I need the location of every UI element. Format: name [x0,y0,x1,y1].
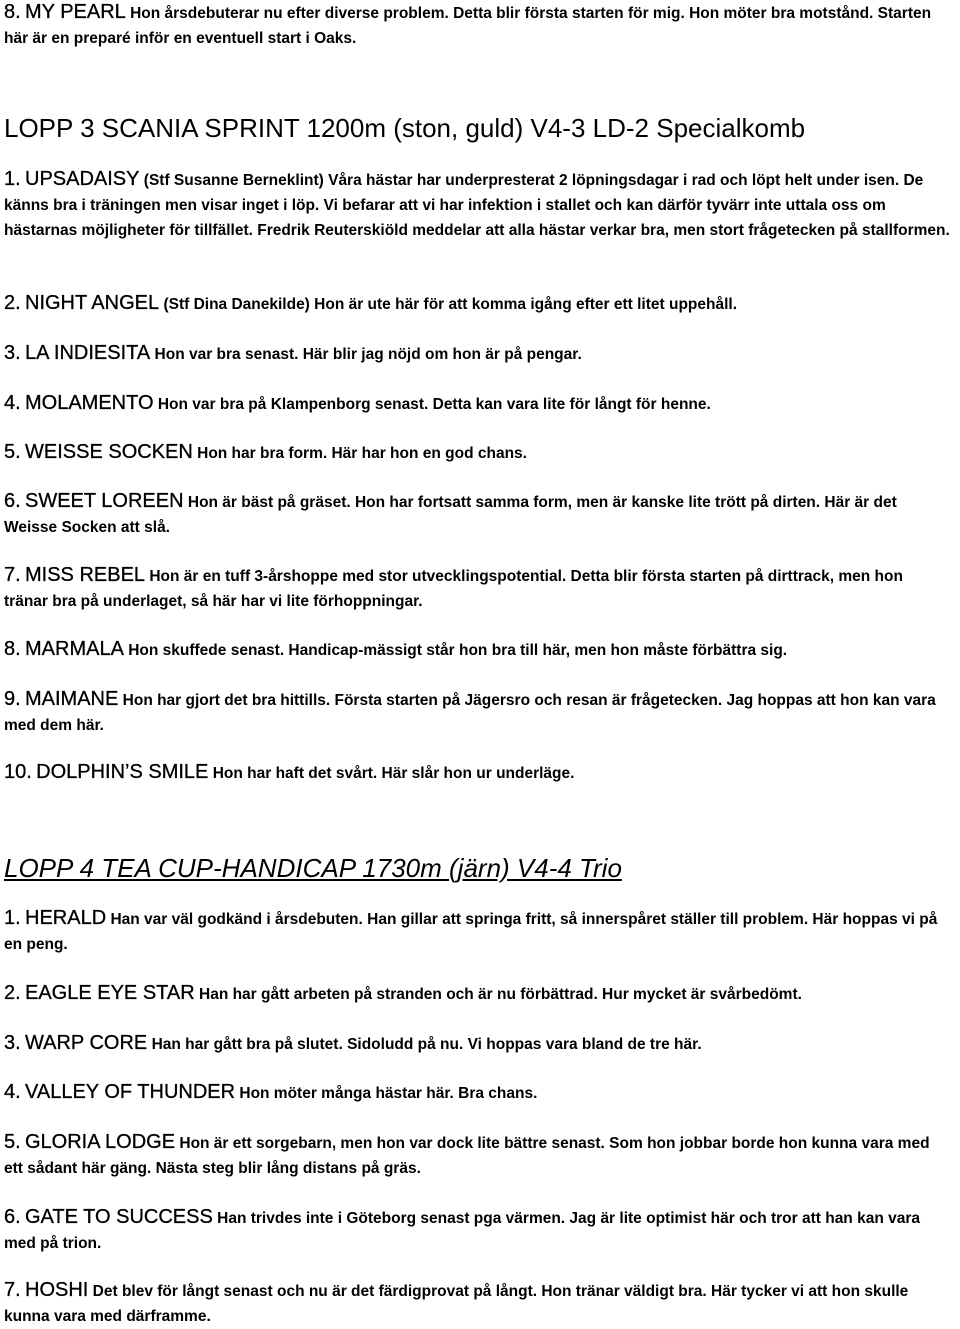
horse-entry [4,341,950,367]
entry-number: 2. [4,982,21,1004]
horse-comment: Han har gått bra på slutet. Sidoludd på nu. Vi hoppas vara bland de tre här. [151,1036,702,1053]
horse-comment: Hon har gjort det bra hittills. Första starten på Jägersro och resan är frågetecken. Jag hoppas att hon kan vara med dem här. [4,692,936,734]
entry-number: 7. [4,564,21,586]
horse-entry [4,391,950,417]
horse-comment: Hon var bra senast. Här blir jag nöjd om hon är på pengar. [154,346,582,363]
horse-name: MARMALA [25,638,124,660]
horse-name: SWEET LOREEN [25,490,184,512]
horse-name: WARP CORE [25,1032,148,1054]
horse-comment: Hon möter många hästar här. Bra chans. [239,1085,538,1102]
entry-number: 1. [4,168,21,190]
horse-name: LA INDIESITA [25,342,151,364]
horse-entry [4,1205,950,1256]
horse-name: GLORIA LODGE [25,1131,176,1153]
entry-number: 5. [4,441,21,463]
entry-number: 10. [4,761,32,783]
horse-entry [4,563,950,614]
entry-number: 6. [4,1206,21,1228]
entry-number: 5. [4,1131,21,1153]
horse-entry [4,687,950,738]
horse-entry [4,637,950,663]
horse-name: VALLEY OF THUNDER [25,1081,236,1103]
horse-entry [4,167,950,243]
horse-name: EAGLE EYE STAR [25,982,195,1004]
horse-comment: Hon skuffede senast. Handicap-mässigt står hon bra till här, men hon måste förbättra sig. [128,642,788,659]
horse-name: MOLAMENTO [25,392,154,414]
horse-comment: Hon är ett sorgebarn, men hon var dock lite bättre senast. Som hon jobbar borde hon kunna vara med ett sådant här gäng. Nästa steg blir lång distans på gräs. [4,1135,930,1177]
horse-comment: (Stf Susanne Berneklint) Våra hästar har underpresterat 2 löpningsdagar i rad och löpt helt under isen. De känns bra i träningen men visar inget i löp. Vi befarar att vi har infektion i stallet och kan därför tyvärr inte uttala oss om hästarnas möjligheter för tillfället. Fredrik Reuterskiöld meddelar att alla hästar verkar bra, men stort frågetecken på stallformen. [4,172,950,239]
entry-number: 3. [4,342,21,364]
horse-entry-my-pearl [4,0,950,51]
horse-comment: Hon är bäst på gräset. Hon har fortsatt samma form, men är kanske lite trött på dirten. Här är det Weisse Socken att slå. [4,494,897,536]
entry-number: 4. [4,392,21,414]
horse-name: UPSADAISY [25,168,140,190]
horse-entry [4,981,950,1007]
horse-comment: Hon var bra på Klampenborg senast. Detta kan vara lite för långt för henne. [157,396,711,413]
horse-name: HERALD [25,907,107,929]
horse-name: GATE TO SUCCESS [25,1206,213,1228]
horse-comment: Hon har haft det svårt. Här slår hon ur underläge. [212,765,575,782]
entry-number: 3. [4,1032,21,1054]
horse-comment: (Stf Dina Danekilde) Hon är ute här för att komma igång efter ett litet uppehåll. [163,296,738,313]
horse-comment: Hon har bra form. Här har hon en god chans. [197,445,527,462]
horse-name: MISS REBEL [25,564,146,586]
horse-comment: Han har gått arbeten på stranden och är nu förbättrad. Hur mycket är svårbedömt. [199,986,802,1003]
race-4-heading: LOPP 4 TEA CUP-HANDICAP 1730m (järn) V4-4 Trio [4,853,622,883]
horse-comment: Han var väl godkänd i årsdebuten. Han gillar att springa fritt, så innerspåret ställer till problem. Här hoppas vi på en peng. [4,911,938,953]
entry-number: 9. [4,688,21,710]
horse-entry [4,440,950,466]
entry-number: 2. [4,292,21,314]
horse-entry [4,1080,950,1106]
horse-entry [4,489,950,540]
entry-number: 8. [4,1,21,23]
horse-comment: Det blev för långt senast och nu är det färdigprovat på långt. Hon tränar väldigt bra. Här tycker vi att hon skulle kunna vara med därframme. [4,1283,909,1325]
horse-entry [4,1130,950,1181]
horse-name: MAIMANE [25,688,119,710]
entry-number: 1. [4,907,21,929]
entry-number: 6. [4,490,21,512]
horse-entry [4,291,950,317]
entry-number: 8. [4,638,21,660]
horse-entry [4,1278,950,1329]
horse-entry [4,1031,950,1057]
horse-name: WEISSE SOCKEN [25,441,193,463]
entry-number: 7. [4,1279,21,1301]
horse-entry [4,906,950,957]
horse-comment: Hon är en tuff 3-årshoppe med stor utvecklingspotential. Detta blir första starten på dirttrack, men hon tränar bra på underlaget, så här har vi lite förhoppningar. [4,568,903,610]
horse-entry [4,760,950,786]
horse-comment: Hon årsdebuterar nu efter diverse problem. Detta blir första starten för mig. Hon möter bra motstånd. Starten här är en preparé inför en eventuell start i Oaks. [4,5,932,47]
horse-name: MY PEARL [25,1,126,23]
race-3-heading: LOPP 3 SCANIA SPRINT 1200m (ston, guld) V4-3 LD-2 Specialkomb [4,113,806,143]
horse-comment: Han trivdes inte i Göteborg senast pga värmen. Jag är lite optimist här och tror att han kan vara med på trion. [4,1210,920,1252]
horse-name: HOSHI [25,1279,89,1301]
entry-number: 4. [4,1081,21,1103]
horse-name: DOLPHIN’S SMILE [36,761,209,783]
horse-name: NIGHT ANGEL [25,292,160,314]
